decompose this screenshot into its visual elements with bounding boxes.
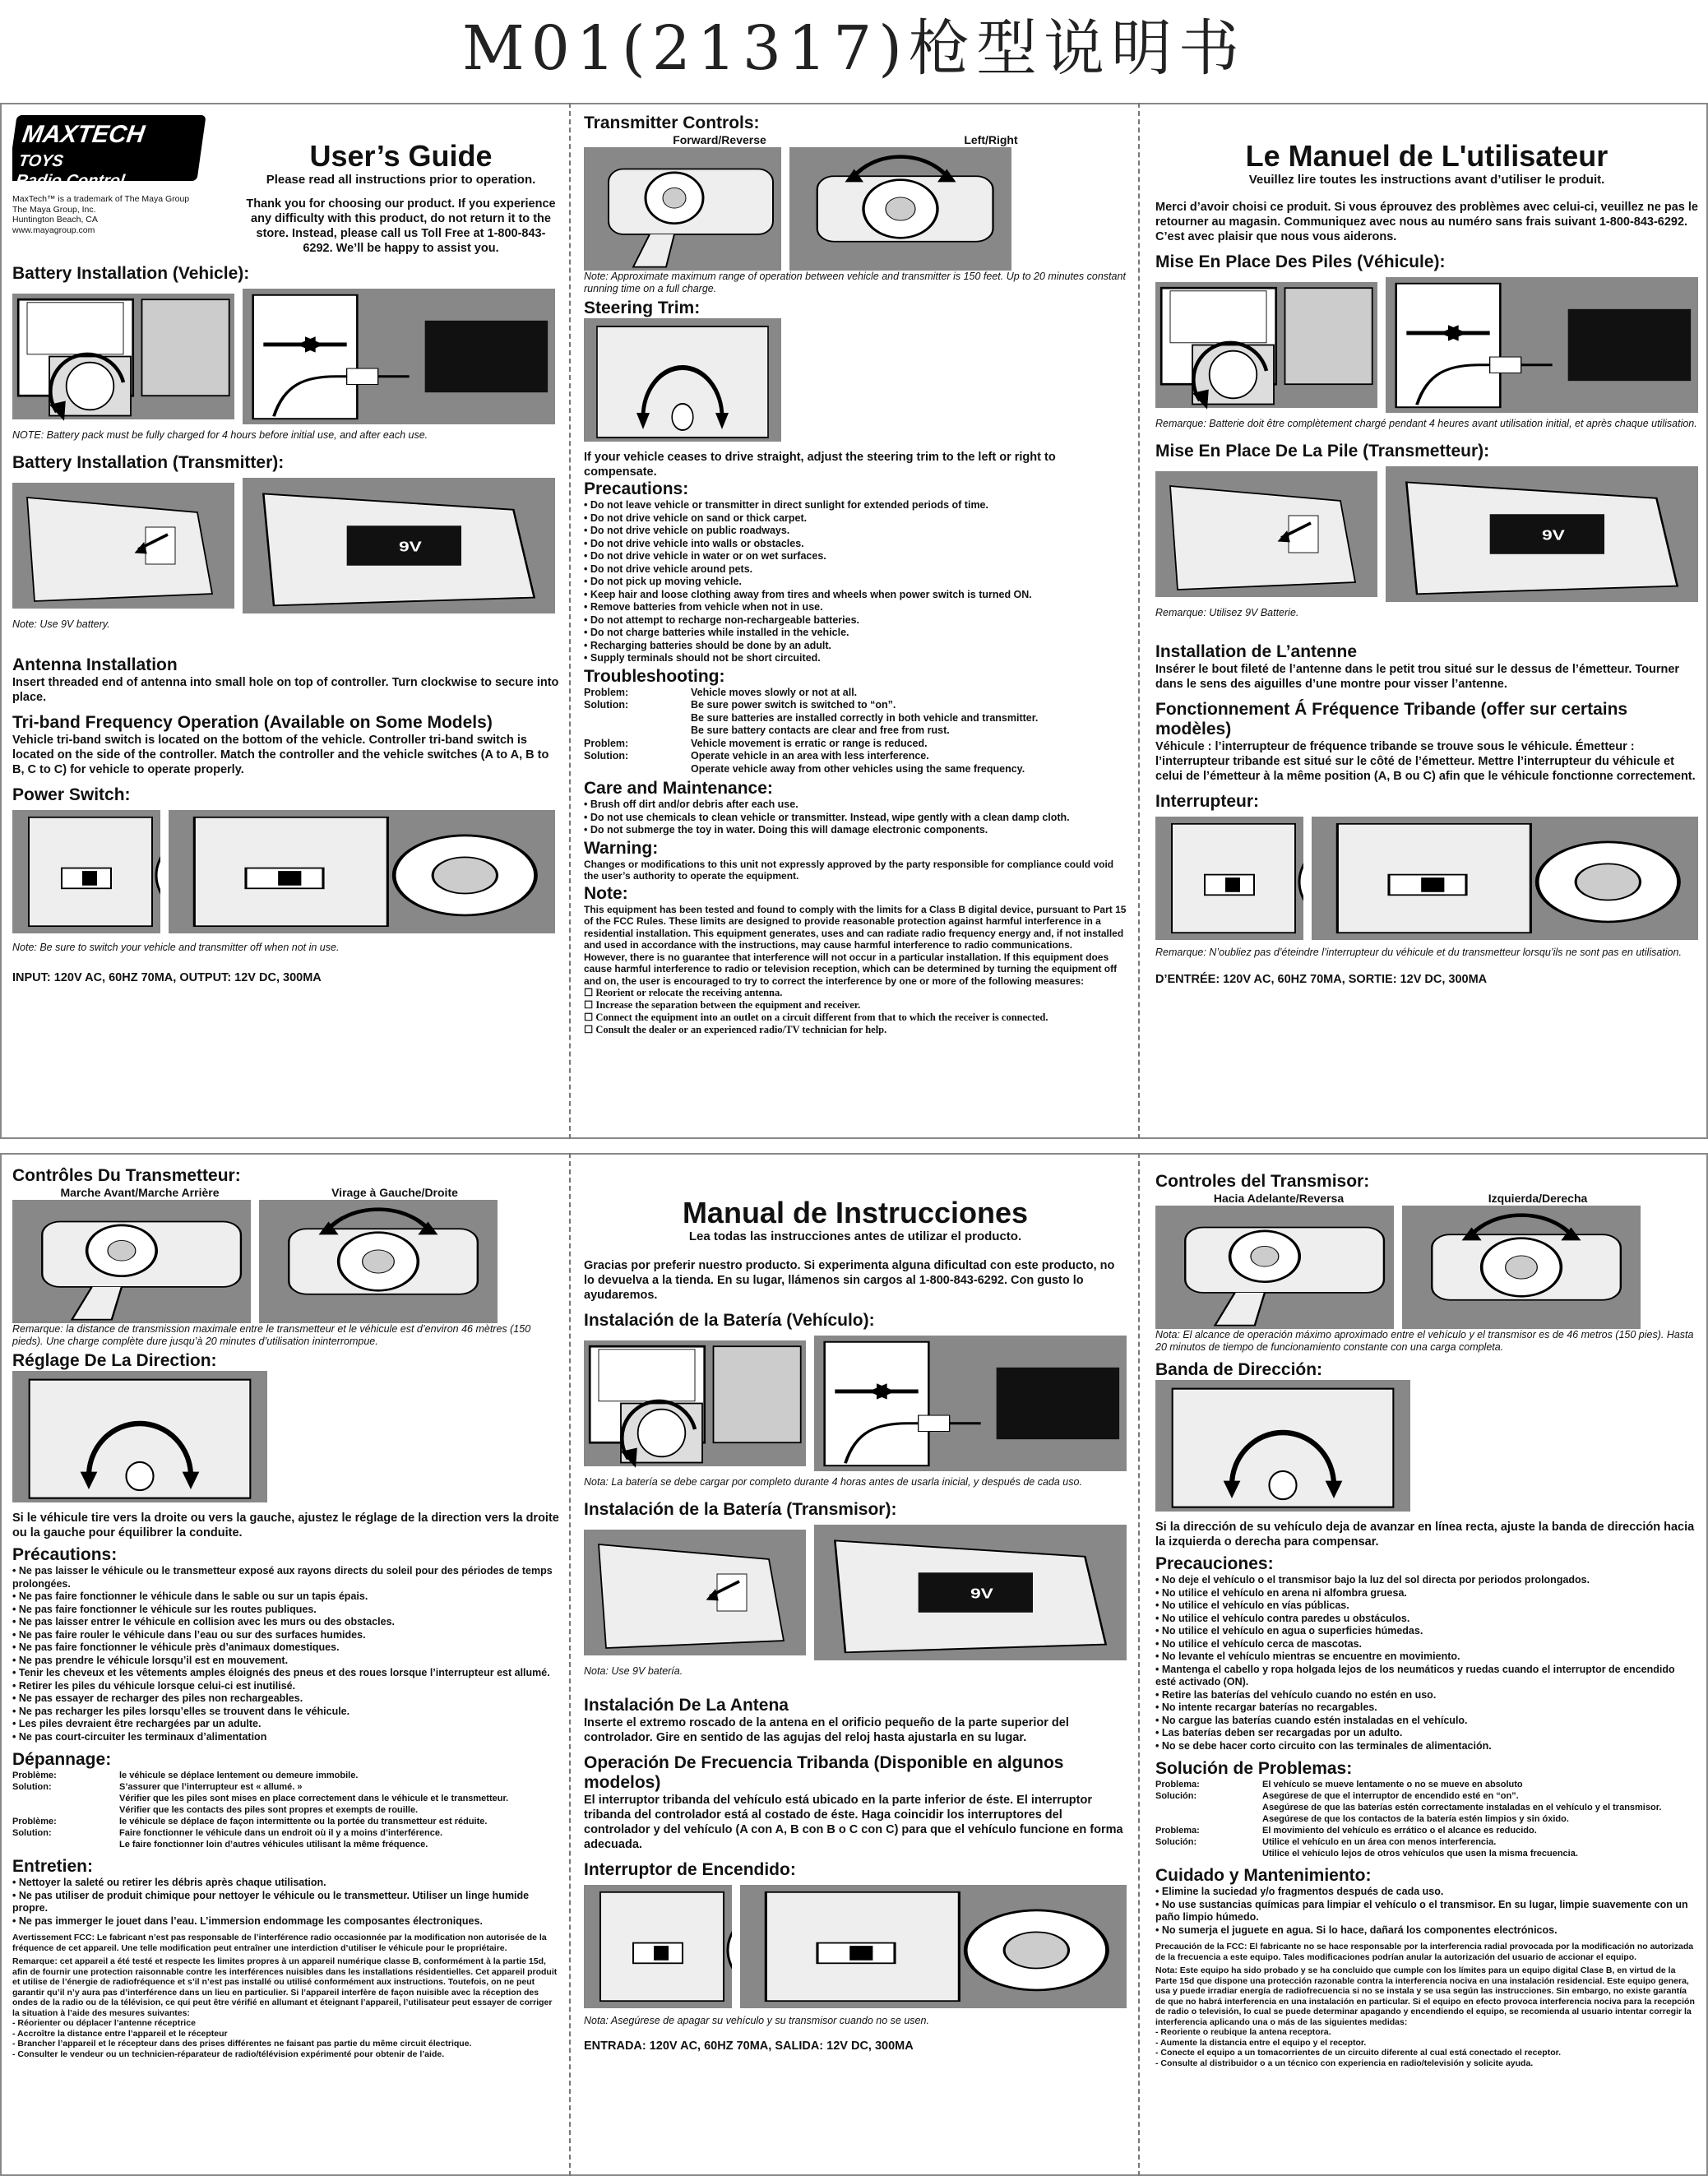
list-item: • Ne pas faire fonctionner le véhicule près d’animaux domestiques. [12,1641,559,1655]
es-battery-vehicle-note: Nota: La batería se debe cargar por completo durante 4 horas antes de usarla inicial, y después de cada uso. [584,1476,1082,1488]
french-intro: Merci d’avoir choisi ce produit. Si vous éprouvez des problèmes avec celui-ci, veuillez ne pas le retourner au magasin. Communiquez avec nous au numéro sans frais suivant 1-800-843-6292. C’est avec plaisir que nous vous aiderons. [1155,201,1698,243]
es-precautions-heading: Precauciones: [1155,1554,1274,1573]
transmitter-controls-heading: Transmitter Controls: [584,113,760,132]
list-item: • Do not drive vehicle on sand or thick carpet. [584,512,1127,525]
list-item: • Mantenga el cabello y ropa holgada lejos de los neumáticos y ruedas cuando el interruptor de encendido esté activado (ON). [1155,1664,1698,1689]
list-item: • Nettoyer la saleté ou retirer les débris après chaque utilisation. [12,1877,559,1890]
es-troubleshooting-heading: Solución de Problemas: [1155,1759,1353,1778]
troubleshooting-label [12,1804,119,1816]
troubleshooting-value: Operate vehicle in an area with less interference. [691,750,929,762]
list-item: • Retirer les piles du véhicule lorsque celui-ci est inutilisé. [12,1680,559,1693]
troubleshooting-value: El movimiento del vehículo es errático o el alcance es reducido. [1262,1826,1537,1836]
fr-care-heading: Entretien: [12,1857,94,1876]
list-item: • No utilice el vehículo en arena ni alfombra gruesa. [1155,1587,1698,1600]
fcc-measure: ☐ Reorient or relocate the receiving antenna. [584,987,783,998]
troubleshooting-value: Vehicle movement is erratic or range is reduced. [691,737,928,749]
fr-care-list [12,1877,559,1928]
es-power-heading: Interruptor de Encendido: [584,1860,796,1879]
troubleshooting-value: Vehicle moves slowly or not at all. [691,686,858,698]
troubleshooting-value: Vérifier que les piles sont mises en place correctement dans le véhicule et le transmetteur. [119,1794,509,1803]
list-item: • No use sustancias químicas para limpiar el vehículo o el transmisor. En su lugar, limpie suavemente con un paño limpio húmedo. [1155,1899,1698,1924]
list-item: • Do not drive vehicle on public roadways. [584,525,1127,538]
warning-heading: Warning: [584,838,659,858]
troubleshooting-value: le véhicule se déplace de façon intermittente ou la portée du transmetteur est réduite. [119,1817,488,1826]
fr-troubleshooting-table [12,1770,559,1850]
fr-battery-transmitter-illustration [1155,466,1698,602]
maxtech-logo: MAXTECH TOYS Radio Control [12,115,206,181]
fcc-measure: ☐ Connect the equipment into an outlet on a circuit different from that to which the receiver is connected. [584,1012,1048,1023]
battery-transmitter-heading: Battery Installation (Transmitter): [12,453,285,472]
troubleshooting-value: S’assurer que l’interrupteur est « allumé. » [119,1782,303,1792]
fr-power-illustration [1155,817,1698,940]
battery-vehicle-note: NOTE: Battery pack must be fully charged for 4 hours before initial use, and after each use. [12,429,428,441]
users-guide-subheading: Please read all instructions prior to operation. [266,173,536,187]
french-column-bottom [12,1166,559,2171]
fr-transmitter-controls-heading: Contrôles Du Transmetteur: [12,1166,241,1185]
list-item: • No utilice el vehículo contra paredes u obstáculos. [1155,1613,1698,1626]
fr-antenna-text: Insérer le bout fileté de l’antenne dans le petit trou situé sur le dessus de l’émetteur. Tourner dans le sens des aiguilles d’une montre pour visser l’antenne. [1155,663,1680,691]
transmitter-controls-illustration [584,147,1127,271]
troubleshooting-label [12,1793,119,1804]
es-fcc-measures [1155,2027,1698,2068]
list-item: • Ne pas prendre le véhicule lorsqu’il est en mouvement. [12,1655,559,1668]
input-rating: INPUT: 120V AC, 60HZ 70MA, OUTPUT: 12V DC, 300MA [12,971,322,984]
french-heading: Le Manuel de L'utilisateur [1245,140,1608,173]
troubleshooting-label [584,712,691,725]
spanish-subheading: Lea todas las instrucciones antes de utilizar el producto. [688,1229,1022,1243]
es-battery-vehicle-heading: Instalación de la Batería (Vehículo): [584,1311,875,1330]
fold-line [1138,1153,1140,2176]
list-item: • No sumerja el juguete en agua. Si lo hace, dañará los componentes electrónicos. [1155,1924,1698,1938]
company-website: www.mayagroup.com [12,225,95,235]
list-item: • Do not charge batteries while installed in the vehicle. [584,627,1127,640]
fr-battery-transmitter-note: Remarque: Utilisez 9V Batterie. [1155,607,1299,618]
troubleshooting-value: Be sure power switch is switched to “on”. [691,699,896,711]
fcc-note-text: This equipment has been tested and found to comply with the limits for a Class B digital device, pursuant to Part 15 of the FCC Rules. These limits are designed to provide reasonable protection against harmful interference in a residential installation. This equipment generates, uses and can radiate radio frequency energy and, if not installed and used in accordance with the instructions, may cause harmful interference to radio communications. [584,903,1127,951]
es-battery-transmitter-illustration [584,1525,1127,1660]
troubleshooting-label: Problème: [12,1817,57,1826]
triband-text: Vehicle tri-band switch is located on the bottom of the vehicle. Controller tri-band switch is located on the side of the controller. Match the controller and the vehicle switches (A to A, B to B, C to C) for vehicle to operate properly. [12,734,549,776]
steering-trim-illustration [584,318,781,442]
troubleshooting-label: Solution: [12,1782,52,1792]
list-item: • Ne pas faire rouler le véhicule dans l’eau ou sur des surfaces humides. [12,1629,559,1642]
fr-fcc-warning: Avertissement FCC: Le fabricant n’est pas responsable de l’interférence radio occasionnée par la modification non autorisée de la fréquence de cet appareil. Une telle modification peut entraîner une interdiction d’utiliser le véhicule pour le propriétaire. [12,1933,547,1953]
troubleshooting-label [12,1839,119,1850]
antenna-heading: Antenna Installation [12,655,178,674]
fold-line [569,1153,571,2176]
users-guide-heading: User’s Guide [309,139,493,173]
fcc-measure: ☐ Consult the dealer or an experienced radio/TV technician for help. [584,1024,887,1035]
list-item: • Ne pas immerger le jouet dans l’eau. L’immersion endommage les composantes électroniques. [12,1915,559,1928]
fcc-measures-list [584,987,1127,1036]
es-battery-transmitter-heading: Instalación de la Batería (Transmisor): [584,1500,897,1519]
es-power-illustration [584,1885,1127,2008]
troubleshooting-label [1155,1802,1262,1813]
fcc-measure: - Réorienter ou déplacer l’antenne réceptrice [12,2018,196,2028]
list-item: • Elimine la suciedad y/o fragmentos después de cada uso. [1155,1886,1698,1899]
fr-steering-illustration [12,1371,267,1502]
es-steering-heading: Banda de Dirección: [1155,1360,1323,1379]
fr-battery-vehicle-note: Remarque: Batterie doit être complètement chargé pendant 4 heures avant utilisation initial, et après chaque utilisation. [1155,418,1697,429]
9v-label: 9V [1542,527,1565,544]
care-heading: Care and Maintenance: [584,779,773,798]
troubleshooting-label: Problem: [584,686,629,698]
troubleshooting-label [584,763,691,776]
fcc-measure: - Reoriente o reubique la antena receptora. [1155,2027,1331,2037]
document-title: M01(21317)枪型说明书 [461,13,1247,84]
fr-input-rating: D’ENTRÉE: 120V AC, 60HZ 70MA, SORTIE: 12V DC, 300MA [1155,973,1488,986]
troubleshooting-value: le véhicule se déplace lentement ou demeure immobile. [119,1771,359,1780]
battery-vehicle-illustration [12,289,559,424]
es-left-right-label: Izquierda/Derecha [1488,1192,1588,1205]
list-item: • Remove batteries from vehicle when not in use. [584,601,1127,614]
company-name: The Maya Group, Inc. [12,204,96,215]
list-item: • No utilice el vehículo en agua o superficies húmedas. [1155,1625,1698,1638]
troubleshooting-label [1155,1813,1262,1825]
es-battery-vehicle-illustration [584,1336,1127,1471]
fr-power-note: Remarque: N’oubliez pas d’éteindre l’interrupteur du véhicule et du transmetteur lorsqu’ils ne sont pas en utilisation. [1155,947,1682,958]
list-item: • Do not drive vehicle in water or on wet surfaces. [584,550,1127,563]
list-item: • Les piles devraient être rechargées par un adulte. [12,1718,559,1731]
list-item: • Do not leave vehicle or transmitter in direct sunlight for extended periods of time. [584,499,1127,512]
list-item: • Do not attempt to recharge non-rechargeable batteries. [584,614,1127,627]
fr-left-right-label: Virage à Gauche/Droite [331,1186,458,1199]
es-care-heading: Cuidado y Mantenimiento: [1155,1866,1372,1885]
list-item: • Ne pas laisser le véhicule ou le transmetteur exposé aux rayons directs du soleil pour des périodes de temps prolongées. [12,1565,559,1590]
list-item: • Do not use chemicals to clean vehicle or transmitter. Instead, wipe gently with a clean damp cloth. [584,812,1127,825]
intro-text: Thank you for choosing our product. If you experience any difficulty with this product, do not return it to the store. Instead, please call us Toll Free at 1-800-843-6292. We’ll be happy to assist you. [246,197,556,255]
fold-line [1138,103,1140,1139]
troubleshooting-value: Utilice el vehículo lejos de otros vehículos que usen la misma frecuencia. [1262,1849,1578,1859]
troubleshooting-table [584,687,1127,776]
spanish-column-middle [584,1197,1127,2171]
list-item: • Ne pas essayer de recharger des piles non rechargeables. [12,1692,559,1706]
troubleshooting-label: Problema: [1155,1826,1200,1836]
es-input-rating: ENTRADA: 120V AC, 60HZ 70MA, SALIDA: 12V DC, 300MA [584,2039,914,2053]
fcc-note-text-2: However, there is no guarantee that interference will not occur in a particular installation. If this equipment does cause harmful interference to radio or television reception, which can be determined by turning the equipment off and on, the user is encouraged to try to correct the interference by one or more of the following measures: [584,951,1118,987]
list-item: • No utilice el vehículo cerca de mascotas. [1155,1638,1698,1651]
fr-battery-transmitter-heading: Mise En Place De La Pile (Transmetteur): [1155,442,1490,461]
fcc-measure: ☐ Increase the separation between the equipment and receiver. [584,999,861,1011]
fcc-measure: - Consulter le vendeur ou un technicien-réparateur de radio/télévision expérimenté pour obtenir de l’aide. [12,2049,445,2059]
troubleshooting-label: Solution: [584,750,629,762]
list-item: • No se debe hacer corto circuito con las terminales de alimentación. [1155,1740,1698,1753]
troubleshooting-value: Operate vehicle away from other vehicles using the same frequency. [691,762,1025,775]
precautions-list [584,499,1127,665]
spanish-heading: Manual de Instrucciones [682,1197,1029,1229]
es-antenna-text: Inserte el extremo roscado de la antena en el orificio pequeño de la parte superior del controlador. Gire en sentido de las agujas del reloj hasta ajustarla en su lugar. [584,1716,1069,1744]
transmitter-range-note: Note: Approximate maximum range of operation between vehicle and transmitter is 150 feet. Up to 20 minutes constant running time on a full charge. [584,271,1126,294]
list-item: • Do not submerge the toy in water. Doing this will damage electronic components. [584,824,1127,837]
fcc-measure: - Conecte el equipo a un tomacorrientes de un circuito diferente al cual está conectado el receptor. [1155,2048,1562,2058]
es-transmitter-controls-heading: Controles del Transmisor: [1155,1172,1370,1191]
fr-battery-vehicle-heading: Mise En Place Des Piles (Véhicule): [1155,252,1446,271]
list-item: • Ne pas faire fonctionner le véhicule dans le sable ou sur un tapis épais. [12,1590,559,1604]
troubleshooting-label: Solución: [1155,1837,1197,1847]
es-triband-text: El interruptor tribanda del vehículo está ubicado en la parte inferior de éste. El interruptor tribanda del controlador está al costado de éste. Haga coincidir los interruptores del controlador y del vehículo (A con A, B con B o C con C) para que el vehículo funcione en forma adecuada. [584,1794,1123,1851]
fcc-measure: - Consulte al distribuidor o a un técnico con experiencia en radio/televisión y solicite ayuda. [1155,2058,1534,2068]
fr-fcc-measures [12,2018,559,2059]
es-fcc-note: Nota: Este equipo ha sido probado y se ha concluido que cumple con los límites para un equipo digital Clase B, en virtud de la Parte 15d que dispone una protección razonable contra la interferencia nociva en una instalación residencial. Este equipo genera, usa y puede irradiar energía de radiofrecuencia si no se instala y se usa según las instrucciones. Sin embargo, no existe garantía de que no habrá interferencia en una instalación en particular. Si el equipo en efecto provoca interferencia nociva para la recepción de radio o televisión, lo cual se puede determinar apagando y encendiendo el equipo, se recomienda al usuario intentar corregir la interferencia aplicando una o más de las siguientes medidas: [1155,1965,1695,2027]
troubleshooting-label: Problem: [584,737,629,749]
es-range-note: Nota: El alcance de operación máximo aproximado entre el vehículo y el transmisor es de 46 metros (150 pies). Hasta 20 minutos de tiempo de funcionamiento constante con una carga completa. [1155,1329,1694,1353]
list-item: • Retire las baterías del vehículo cuando no estén en uso. [1155,1689,1698,1702]
list-item: • No cargue las baterías cuando estén instaladas en el vehículo. [1155,1715,1698,1728]
power-switch-illustration [12,810,559,933]
trademark-line: MaxTech™ is a trademark of The Maya Group [12,194,190,204]
9v-label: 9V [970,1586,993,1602]
list-item: • Supply terminals should not be short circuited. [584,652,1127,665]
troubleshooting-value: Asegúrese de que los contactos de la batería estén limpios y sin óxido. [1262,1814,1569,1824]
es-care-list [1155,1886,1698,1937]
steering-trim-text: If your vehicle ceases to drive straight, adjust the steering trim to the left or right to compensate. [584,451,1056,479]
troubleshooting-label: Solución: [1155,1791,1197,1801]
es-battery-transmitter-note: Nota: Use 9V batería. [584,1665,683,1677]
list-item: • No utilice el vehículo en vías públicas. [1155,1600,1698,1613]
english-column-left [12,115,559,1135]
es-precautions-list [1155,1574,1698,1752]
fr-troubleshooting-heading: Dépannage: [12,1750,112,1769]
troubleshooting-label: Problème: [12,1771,57,1780]
battery-transmitter-illustration [12,478,559,613]
troubleshooting-value: Be sure batteries are installed correctly in both vehicle and transmitter. [691,711,1039,724]
warning-text: Changes or modifications to this unit not expressly approved by the party responsible for compliance could void the user’s authority to operate the equipment. [584,858,1114,882]
fold-line [569,103,571,1139]
spanish-intro: Gracias por preferir nuestro producto. Si experimenta alguna dificultad con este producto, no lo devuelva a la tienda. En su lugar, llámenos sin cargos al 1-800-843-6292. Con gusto lo ayudaremos. [584,1259,1115,1302]
fr-precautions-list [12,1565,559,1743]
9v-label: 9V [399,539,422,555]
company-city: Huntington Beach, CA [12,215,98,225]
triband-heading: Tri-band Frequency Operation (Available on Some Models) [12,713,493,732]
list-item: • Ne pas laisser entrer le véhicule en collision avec les murs ou des obstacles. [12,1616,559,1629]
troubleshooting-value: Utilice el vehículo en un área con menos interferencia. [1262,1837,1497,1847]
list-item: • No levante el vehículo mientras se encuentre en movimiento. [1155,1651,1698,1664]
antenna-text: Insert threaded end of antenna into small hole on top of controller. Turn clockwise to secure into place. [12,676,559,704]
fr-triband-text: Véhicule : l’interrupteur de fréquence tribande se trouve sous le véhicule. Émetteur : l’interrupteur tribande est situé sur le côté de l’émetteur. Mettre l’interrupteur du véhicule et celui de l’émetteur à la même position (A, B ou C) afin que le véhicule fonctionne correctement. [1155,740,1696,783]
note-heading: Note: [584,883,628,903]
list-item: • Brush off dirt and/or debris after each use. [584,799,1127,812]
fcc-measure: - Accroître la distance entre l’appareil et le récepteur [12,2028,228,2039]
fr-triband-heading: Fonctionnement Á Fréquence Tribande (offer sur certains modèles) [1155,700,1628,738]
list-item: • Do not pick up moving vehicle. [584,576,1127,589]
fr-battery-vehicle-illustration [1155,277,1698,413]
list-item: • Tenir les cheveux et les vêtements amples éloignés des pneus et des roues lorsque l’interrupteur est allumé. [12,1667,559,1680]
fr-antenna-heading: Installation de L’antenne [1155,642,1358,661]
troubleshooting-value: El vehículo se mueve lentamente o no se mueve en absoluto [1262,1780,1523,1789]
list-item: • Ne pas court-circuiter les terminaux d’alimentation [12,1731,559,1744]
fr-steering-text: Si le véhicule tire vers la droite ou vers la gauche, ajustez le réglage de la direction vers la droite ou la gauche pour équilibrer la conduite. [12,1512,559,1539]
fcc-measure: - Aumente la distancia entre el equipo y el receptor. [1155,2037,1367,2048]
spanish-column-right [1155,1172,1698,2171]
list-item: • Ne pas faire fonctionner le véhicule sur les routes publiques. [12,1604,559,1617]
battery-transmitter-note: Note: Use 9V battery. [12,618,110,630]
fr-precautions-heading: Précautions: [12,1545,118,1564]
fr-fcc-note: Remarque: cet appareil a été testé et respecte les limites propres à un appareil numérique classe B, conformément à la partie 15d, afin de fournir une protection raisonnable contre les interférences nuisibles dans les installations résidentielles. Cet appareil produit et utilise de l’énergie de radiofréquence et s’il n’est pas installé ou utilisé conformément aux instructions. Toutefois, on ne peut garantir qu’il n’y aura pas d’interférence dans un lieu en particulier. Si l’appareil interfère de façon nuisible avec la réception des ondes de la radio ou de la télévision, ce qui peut être vérifié en allumant et éteignant l’appareil, l’utilisateur peut essayer de corriger la situation à l’aide des mesures suivantes: [12,1956,558,2018]
battery-vehicle-heading: Battery Installation (Vehicle): [12,264,250,283]
troubleshooting-label: Solution: [584,699,629,711]
troubleshooting-value: Asegúrese de que las baterías estén correctamente instaladas en el vehículo y el transmisor. [1262,1803,1662,1813]
troubleshooting-value: Be sure battery contacts are clear and free from rust. [691,725,950,736]
power-switch-note: Note: Be sure to switch your vehicle and transmitter off when not in use. [12,942,340,953]
french-column-top [1155,140,1698,1135]
fr-steering-heading: Réglage De La Direction: [12,1351,217,1370]
steering-trim-heading: Steering Trim: [584,299,701,317]
troubleshooting-label: Problema: [1155,1780,1200,1789]
left-right-label: Left/Right [964,133,1018,146]
fcc-measure: - Brancher l’appareil et le récepteur dans des prises différentes ne faisant pas partie du même circuit électrique. [12,2039,472,2049]
english-column-middle [584,113,1127,1133]
fr-transmitter-controls-illustration [12,1200,559,1323]
list-item: • Ne pas recharger les piles lorsqu’elles se trouvent dans le véhicule. [12,1706,559,1719]
troubleshooting-value: Le faire fonctionner loin d’autres véhicules utilisant la même fréquence. [119,1840,428,1850]
es-transmitter-controls-illustration [1155,1206,1698,1329]
fr-power-heading: Interrupteur: [1155,792,1259,811]
troubleshooting-label [1155,1848,1262,1859]
care-list [584,799,1127,837]
french-subheading: Veuillez lire toutes les instructions avant d’utiliser le produit. [1248,173,1605,187]
list-item: • Do not drive vehicle into walls or obstacles. [584,538,1127,551]
list-item: • Ne pas utiliser de produit chimique pour nettoyer le véhicule ou le transmetteur. Utiliser un linge humide propre. [12,1890,559,1915]
forward-reverse-label: Forward/Reverse [673,133,766,146]
fr-forward-reverse-label: Marche Avant/Marche Arrière [60,1186,220,1199]
troubleshooting-label [584,725,691,738]
es-power-note: Nota: Asegúrese de apagar su vehículo y su transmisor cuando no se usen. [584,2015,929,2026]
list-item: • No intente recargar baterías no recargables. [1155,1701,1698,1715]
troubleshooting-value: Faire fonctionner le véhicule dans un endroit où il y a moins d’interférence. [119,1828,443,1838]
list-item: • Recharging batteries should be done by an adult. [584,640,1127,653]
precautions-heading: Precautions: [584,479,689,498]
power-switch-heading: Power Switch: [12,785,131,804]
es-troubleshooting-table [1155,1779,1698,1859]
troubleshooting-heading: Troubleshooting: [584,666,725,686]
troubleshooting-value: Asegúrese de que el interruptor de encendido esté en “on”. [1262,1791,1519,1801]
list-item: • Do not drive vehicle around pets. [584,563,1127,576]
troubleshooting-value: Vérifier que les contacts des piles sont propres et exempts de rouille. [119,1805,419,1815]
fr-range-note: Remarque: la distance de transmission maximale entre le transmetteur et le véhicule est d’environ 46 mètres (150 pieds). Une charge complète dure jusqu’à 20 minutes d’utilisation ininterrompue. [12,1323,531,1347]
es-triband-heading: Operación De Frecuencia Tribanda (Disponible en algunos modelos) [584,1753,1064,1792]
es-fcc-warning: Precaución de la FCC: El fabricante no se hace responsable por la interferencia radial provocada por la modificación no autorizada de la frecuencia a este equipo. Tales modificaciones podrían anular la autorización del usuario de accionar el equipo. [1155,1942,1694,1962]
list-item: • Las baterías deben ser recargadas por un adulto. [1155,1727,1698,1740]
es-steering-text: Si la dirección de su vehículo deja de avanzar en línea recta, ajuste la banda de dirección hacia la izquierda o derecha para compensar. [1155,1521,1695,1549]
es-steering-illustration [1155,1380,1410,1512]
es-antenna-heading: Instalación De La Antena [584,1696,789,1715]
troubleshooting-label: Solution: [12,1828,52,1838]
list-item: • No deje el vehículo o el transmisor bajo la luz del sol directa por periodos prolongados. [1155,1574,1698,1587]
es-forward-reverse-label: Hacia Adelante/Reversa [1213,1192,1345,1205]
list-item: • Keep hair and loose clothing away from tires and wheels when power switch is turned ON. [584,589,1127,602]
